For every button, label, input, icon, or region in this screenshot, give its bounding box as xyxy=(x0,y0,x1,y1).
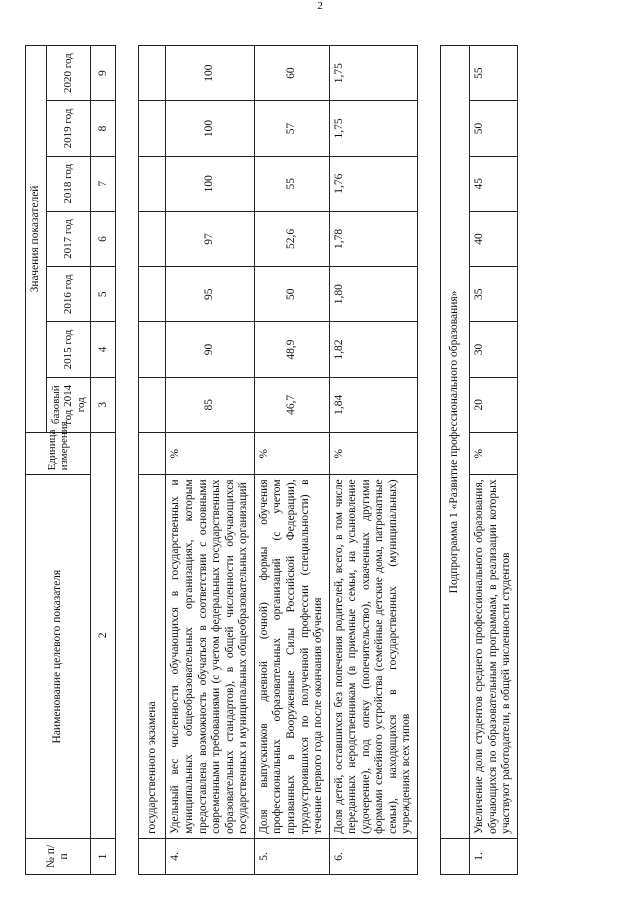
column-number: 2 xyxy=(96,632,109,639)
row-value: 48,9 xyxy=(254,322,329,377)
header-unit: Единица измерения xyxy=(26,432,91,475)
column-number: 1 xyxy=(91,838,116,874)
table-row xyxy=(470,46,518,875)
row-value: 52,6 xyxy=(254,211,329,266)
column-number: 3 xyxy=(91,377,116,432)
row-num: 4. xyxy=(166,838,254,874)
row-value: 95 xyxy=(166,267,254,322)
row-unit: % xyxy=(329,432,417,475)
row-value: 55 xyxy=(254,156,329,211)
header-year: 2015 год xyxy=(46,322,91,377)
row-value: 57 xyxy=(254,101,329,156)
header-year: базовый год 2014 год xyxy=(46,377,91,432)
row-unit: % xyxy=(254,432,329,475)
row-value: 1,75 xyxy=(329,46,417,101)
row-value: 45 xyxy=(470,156,518,211)
column-number: 5 xyxy=(91,267,116,322)
header-year: 2017 год xyxy=(46,211,91,266)
column-number: 9 xyxy=(91,46,116,101)
row-value: 55 xyxy=(470,46,518,101)
continuation-row xyxy=(139,46,166,875)
continuation-text: государственного экзамена xyxy=(139,475,166,838)
row-value: 100 xyxy=(166,46,254,101)
row-value: 1,82 xyxy=(329,322,417,377)
row-num: 5. xyxy=(254,838,329,874)
row-unit: % xyxy=(166,432,254,475)
header-values-group: Значения показателей xyxy=(26,46,47,433)
table-row xyxy=(329,46,417,875)
row-value: 30 xyxy=(470,322,518,377)
row-value: 46,7 xyxy=(254,377,329,432)
column-number-row xyxy=(91,46,116,875)
row-value: 35 xyxy=(470,267,518,322)
row-name: Увеличение доли студентов среднего профессионального образования, обучающихся по образовательным программам, в реализации которых участвуют работодатели, в общей численности студентов xyxy=(470,475,518,838)
row-value: 1,84 xyxy=(329,377,417,432)
row-name: Удельный вес численности обучающихся в государственных и муниципальных общеобразовательных организациях, которым предоставлена возможность обучаться в соответствии с основными современными требованиями (с учетом федеральных государственных образовательных стандартов), в общей численности обучающихся государственных и муниципальных общеобразовательных организаций xyxy=(166,475,254,838)
row-value: 40 xyxy=(470,211,518,266)
subprogram-header-row xyxy=(441,46,470,875)
rotated-table-wrapper xyxy=(25,45,595,875)
row-unit: % xyxy=(470,432,518,475)
column-number: 7 xyxy=(91,156,116,211)
row-value: 1,78 xyxy=(329,211,417,266)
header-year: 2016 год xyxy=(46,267,91,322)
column-number: 4 xyxy=(91,322,116,377)
row-name: Доля выпускников дневной (очной) формы обучения профессиональных образовательных организаций (с учетом призванных в Вооруженные Силы Российской Федерации), трудоустроившихся по полученной профессии (специальности) в течение первого года после окончания обучения xyxy=(254,475,329,838)
header-name: Наименование целевого показателя xyxy=(26,475,91,838)
header-year: 2020 год xyxy=(46,46,91,101)
row-value: 1,75 xyxy=(329,101,417,156)
row-value: 50 xyxy=(254,267,329,322)
header-year: 2019 год xyxy=(46,101,91,156)
row-value: 60 xyxy=(254,46,329,101)
row-value: 85 xyxy=(166,377,254,432)
row-value: 100 xyxy=(166,156,254,211)
row-value: 1,80 xyxy=(329,267,417,322)
row-name: Доля детей, оставшихся без попечения родителей, всего, в том числе переданных неродственникам (в приемные семьи, на усыновление (удочерение), под опеку (попечительство), охваченных другими формами семейного устройства (семейные детские дома, патронатные семьи), находящихся в государственных (муниципальных) учреждениях всех типов xyxy=(329,475,417,838)
row-value: 50 xyxy=(470,101,518,156)
header-year: 2018 год xyxy=(46,156,91,211)
row-value: 100 xyxy=(166,101,254,156)
column-number: 6 xyxy=(91,211,116,266)
row-value: 90 xyxy=(166,322,254,377)
indicators-table xyxy=(25,45,518,875)
row-num: 1. xyxy=(470,838,518,874)
subprogram-title: Подпрограмма 1 «Развитие профессионального образования» xyxy=(441,46,470,839)
table-row xyxy=(254,46,329,875)
row-value: 20 xyxy=(470,377,518,432)
row-num: 6. xyxy=(329,838,417,874)
column-number: 8 xyxy=(91,101,116,156)
row-value: 1,76 xyxy=(329,156,417,211)
table-row xyxy=(166,46,254,875)
page-number: 2 xyxy=(317,0,323,12)
header-num: № п/п xyxy=(26,838,91,874)
row-value: 97 xyxy=(166,211,254,266)
